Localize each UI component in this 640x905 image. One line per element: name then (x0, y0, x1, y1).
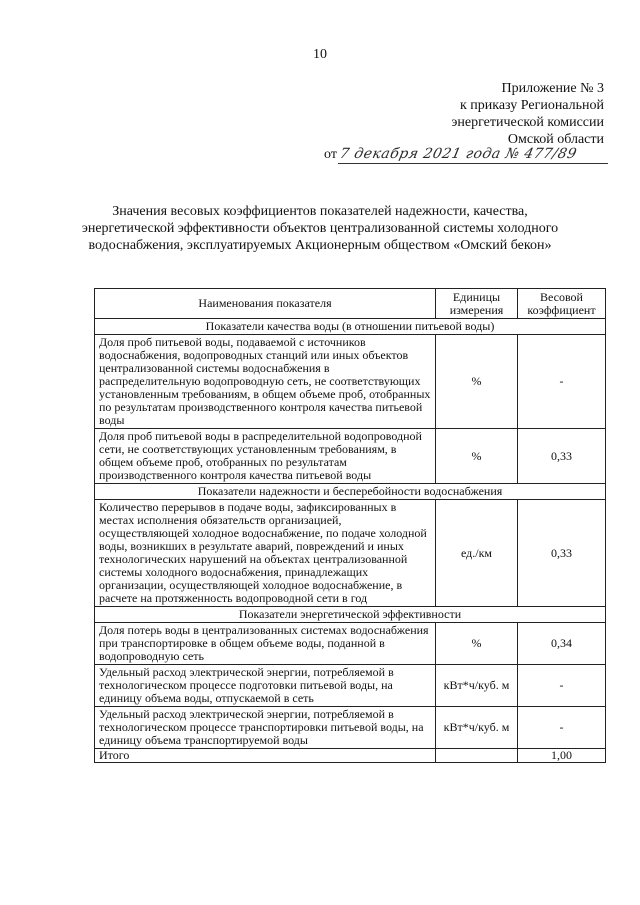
indicator-name: Количество перерывов в подаче воды, зафиксированных в местах исполнения обязательств организацией, осуществляющей холодное водоснабжение, по подаче холодной воды, возникших в результате аварий, повреждений и иных технологических нарушений на объектах централизованной системы холодного водоснабжения, принадлежащих организации, осуществляющей холодное водоснабжение, в расчете на протяженность водопроводной сети в год (95, 500, 436, 607)
indicator-unit: кВт*ч/куб. м (436, 707, 518, 749)
header-name: Наименования показателя (95, 289, 436, 319)
section-title: Показатели энергетической эффективности (95, 607, 606, 623)
indicator-name: Доля проб питьевой воды в распределительной водопроводной сети, не соответствующих установленным требованиям, в общем объеме проб, отобранных по результатам производственного контроля качества питьевой воды (95, 429, 436, 484)
total-label: Итого (95, 749, 436, 763)
indicator-weight: 0,33 (518, 429, 606, 484)
total-weight: 1,00 (518, 749, 606, 763)
header-unit: Единицы измерения (436, 289, 518, 319)
table-row (95, 335, 606, 429)
table-row (95, 623, 606, 665)
header-weight: Весовой коэффициент (518, 289, 606, 319)
table-row (95, 707, 606, 749)
table-row (95, 429, 606, 484)
section-title: Показатели качества воды (в отношении питьевой воды) (95, 319, 606, 335)
appendix-line: энергетической комиссии (451, 115, 604, 130)
order-date-line (308, 144, 608, 164)
indicator-weight: - (518, 665, 606, 707)
page-number: 10 (313, 47, 327, 62)
document-title: Значения весовых коэффициентов показателей надежности, качества, энергетической эффективности объектов централизованной системы холодного водоснабжения, эксплуатируемых Акционерным обществом «Омский бекон» (81, 204, 559, 253)
indicator-weight: 0,33 (518, 500, 606, 607)
indicators-table (94, 288, 606, 763)
indicator-unit: ед./км (436, 500, 518, 607)
section-title: Показатели надежности и бесперебойности водоснабжения (95, 484, 606, 500)
appendix-block (344, 80, 604, 148)
total-row (95, 749, 606, 763)
section-row (95, 607, 606, 623)
appendix-line: к приказу Региональной (459, 98, 604, 113)
section-row (95, 484, 606, 500)
indicator-weight: - (518, 707, 606, 749)
indicator-unit: кВт*ч/куб. м (436, 665, 518, 707)
indicator-weight: 0,34 (518, 623, 606, 665)
indicator-unit: % (436, 335, 518, 429)
indicator-name: Доля проб питьевой воды, подаваемой с источников водоснабжения, водопроводных станций или иных объектов централизованной системы водоснабжения в распределительную водопроводную сеть, не соответствующих установленным требованиям, в общем объеме проб, отобранных по результатам производственного контроля качества питьевой воды (95, 335, 436, 429)
appendix-line: Омской области (507, 132, 604, 147)
total-unit (436, 749, 518, 763)
indicator-name: Доля потерь воды в централизованных системах водоснабжения при транспортировке в общем объеме воды, поданной в водопроводную сеть (95, 623, 436, 665)
indicator-unit: % (436, 429, 518, 484)
indicator-name: Удельный расход электрической энергии, потребляемой в технологическом процессе подготовки питьевой воды, на единицу объема воды, отпускаемой в сеть (95, 665, 436, 707)
order-date-underline (338, 163, 608, 164)
appendix-line: Приложение № 3 (501, 81, 604, 96)
indicator-unit: % (436, 623, 518, 665)
table-row (95, 665, 606, 707)
section-row (95, 319, 606, 335)
indicator-name: Удельный расход электрической энергии, потребляемой в технологическом процессе транспортировки питьевой воды, на единицу объема транспортируемой воды (95, 707, 436, 749)
order-date-prefix: от (324, 147, 337, 162)
order-date-handwritten: 7 декабря 2021 года № 477/89 (338, 146, 579, 162)
table-row (95, 500, 606, 607)
indicator-weight: - (518, 335, 606, 429)
